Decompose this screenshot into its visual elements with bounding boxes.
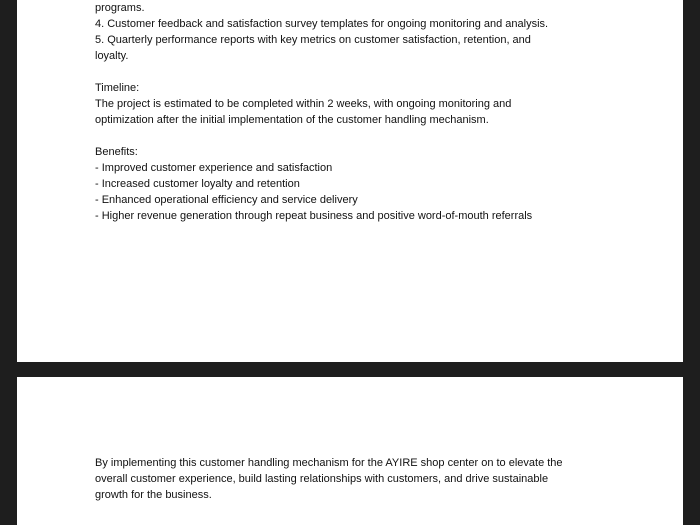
document-page-2 bbox=[17, 377, 683, 525]
list-item: loyalty. bbox=[95, 50, 129, 62]
timeline-text: optimization after the initial implementation of the customer handling mechanism. bbox=[95, 114, 489, 126]
benefit-item: - Increased customer loyalty and retention bbox=[95, 178, 300, 190]
document-page-1 bbox=[17, 0, 683, 362]
closing-text: By implementing this customer handling mechanism for the AYIRE shop center on to elevate the bbox=[95, 457, 563, 469]
list-item: 4. Customer feedback and satisfaction survey templates for ongoing monitoring and analysis. bbox=[95, 18, 549, 30]
timeline-heading: Timeline: bbox=[95, 82, 140, 94]
benefits-heading: Benefits: bbox=[95, 146, 138, 158]
benefit-item: - Higher revenue generation through repeat business and positive word-of-mouth referrals bbox=[95, 210, 533, 222]
timeline-text: The project is estimated to be completed within 2 weeks, with ongoing monitoring and bbox=[95, 98, 512, 110]
closing-text: growth for the business. bbox=[95, 489, 212, 501]
spacer bbox=[95, 64, 615, 80]
benefit-item: - Enhanced operational efficiency and service delivery bbox=[95, 194, 358, 206]
page-2-content bbox=[95, 455, 615, 503]
spacer bbox=[95, 128, 615, 144]
page-1-content bbox=[95, 0, 615, 224]
benefit-item: - Improved customer experience and satisfaction bbox=[95, 162, 333, 174]
closing-text: overall customer experience, build lasting relationships with customers, and drive sustainable bbox=[95, 473, 549, 485]
list-item: 5. Quarterly performance reports with key metrics on customer satisfaction, retention, and bbox=[95, 34, 531, 46]
list-item: programs. bbox=[95, 2, 145, 14]
